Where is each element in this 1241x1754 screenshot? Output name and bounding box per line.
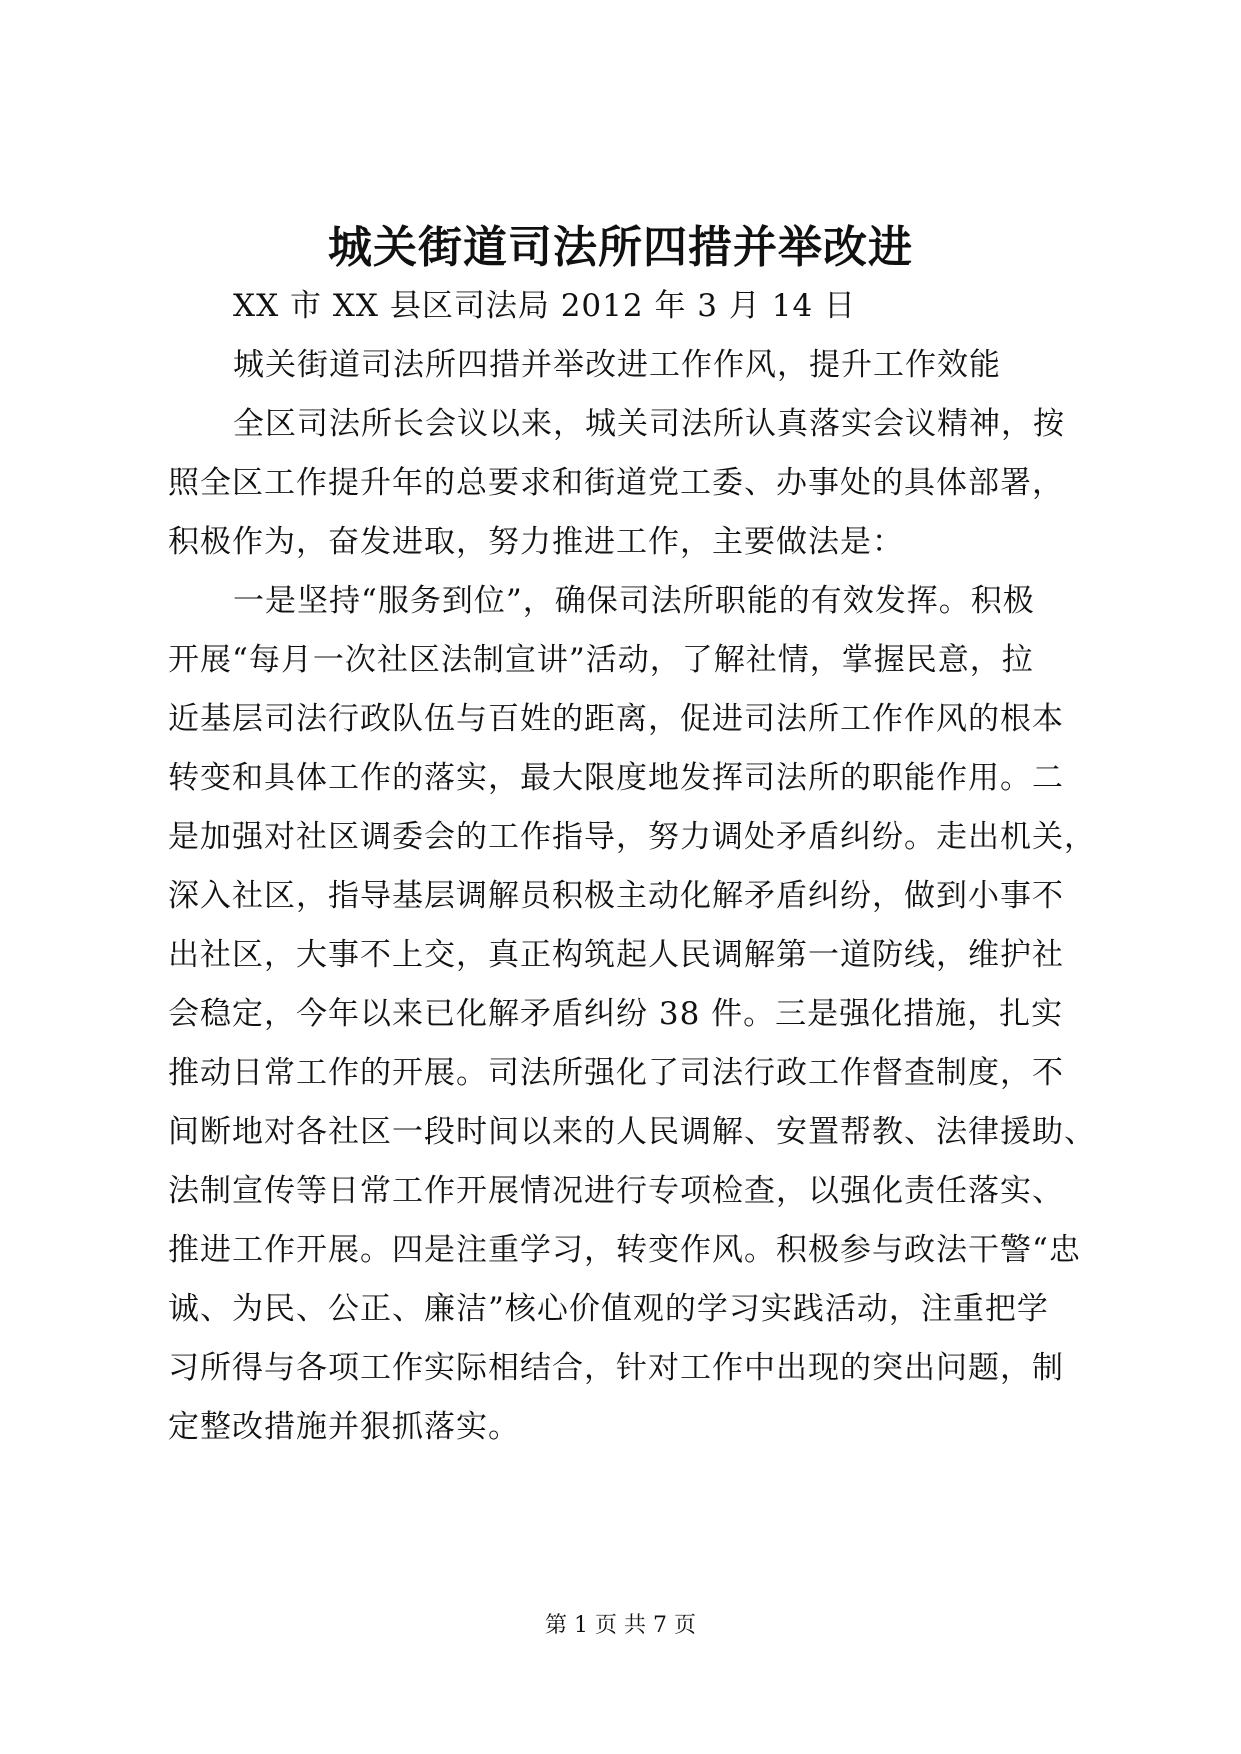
- paragraph-line: 出社区，大事不上交，真正构筑起人民调解第一道防线，维护社: [168, 937, 1064, 973]
- paragraph-line: 间断地对各社区一段时间以来的人民调解、安置帮教、法律援助、: [168, 1114, 1096, 1150]
- paragraph-line: 法制宣传等日常工作开展情况进行专项检查，以强化责任落实、: [168, 1173, 1064, 1209]
- paragraph-line: 诚、为民、公正、廉洁”核心价值观的学习实践活动，注重把学: [168, 1291, 1049, 1327]
- paragraph-line: 一是坚持“服务到位”，确保司法所职能的有效发挥。积极: [233, 583, 1035, 619]
- paragraph-line: 开展“每月一次社区法制宣讲”活动，了解社情，掌握民意，拉: [168, 642, 1034, 678]
- paragraph-line: 积极作为，奋发进取，努力推进工作，主要做法是：: [168, 524, 904, 560]
- page-number-footer: 第 1 页 共 7 页: [545, 1613, 696, 1638]
- subtitle-line: 城关街道司法所四措并举改进工作作风，提升工作效能: [233, 347, 1001, 383]
- document-title: 城关街道司法所四措并举改进: [328, 222, 913, 273]
- paragraph-line: 深入社区，指导基层调解员积极主动化解矛盾纠纷，做到小事不: [168, 878, 1064, 914]
- paragraph-line: 会稳定，今年以来已化解矛盾纠纷 38 件。三是强化措施，扎实: [168, 996, 1064, 1032]
- paragraph-line: 近基层司法行政队伍与百姓的距离，促进司法所工作作风的根本: [168, 701, 1064, 737]
- paragraph-line: 定整改措施并狠抓落实。: [168, 1409, 520, 1445]
- paragraph-line: 照全区工作提升年的总要求和街道党工委、办事处的具体部署，: [168, 465, 1064, 501]
- paragraph-line: 推动日常工作的开展。司法所强化了司法行政工作督查制度，不: [168, 1055, 1064, 1091]
- paragraph-line: 是加强对社区调委会的工作指导，努力调处矛盾纠纷。走出机关，: [168, 819, 1096, 855]
- source-line: XX 市 XX 县区司法局 2012 年 3 月 14 日: [233, 288, 857, 324]
- paragraph-line: 转变和具体工作的落实，最大限度地发挥司法所的职能作用。二: [168, 760, 1064, 796]
- paragraph-line: 全区司法所长会议以来，城关司法所认真落实会议精神，按: [233, 406, 1065, 442]
- paragraph-line: 习所得与各项工作实际相结合，针对工作中出现的突出问题，制: [168, 1350, 1064, 1386]
- paragraph-line: 推进工作开展。四是注重学习，转变作风。积极参与政法干警“忠: [168, 1232, 1081, 1268]
